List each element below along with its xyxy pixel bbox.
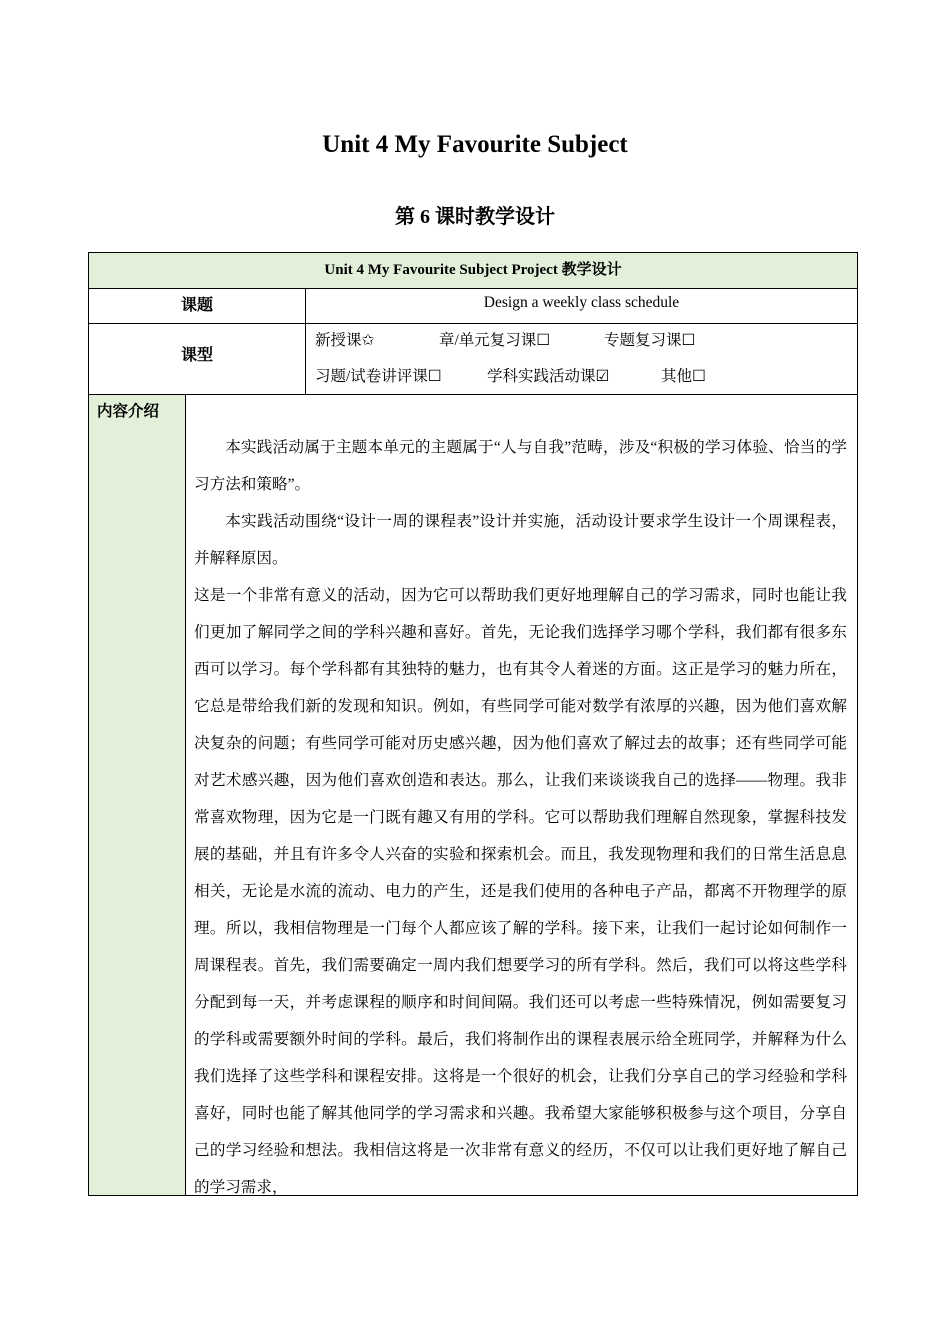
paragraph: 本实践活动围绕“设计一周的课程表”设计并实施，活动设计要求学生设计一个周课程表，并解释原因。: [194, 513, 847, 567]
content-label-cell: [89, 395, 185, 1195]
option-topic-review: 专题复习课☐: [604, 332, 696, 349]
type-label: 课型: [180, 347, 213, 364]
paragraph: 本实践活动属于主题本单元的主题属于“人与自我”范畴，涉及“积极的学习体验、恰当的学习方法和策略”。: [194, 439, 847, 493]
content-body: [194, 429, 847, 1206]
topic-value: Design a weekly class schedule: [483, 294, 680, 311]
paragraph: 这是一个非常有意义的活动，因为它可以帮助我们更好地理解自己的学习需求，同时也能让我们更加了解同学之间的学科兴趣和喜好。首先，无论我们选择学习哪个学科，我们都有很多东西可以学习。每个学科都有其独特的魅力，也有其令人着迷的方面。这正是学习的魅力所在，它总是带给我们新的发现和知识。例如，有些同学可能对数学有浓厚的兴趣，因为他们喜欢解决复杂的问题；有些同学可能对历史感兴趣，因为他们喜欢了解过去的故事；还有些同学可能对艺术感兴趣，因为他们喜欢创造和表达。那么，让我们来谈谈我自己的选择——物理。我非常喜欢物理，因为它是一门既有趣又有用的学科。它可以帮助我们理解自然现象，掌握科技发展的基础，并且有许多令人兴奋的实验和探索机会。而且，我发现物理和我们的日常生活息息相关，无论是水流的流动、电力的产生，还是我们使用的各种电子产品，都离不开物理学的原理。所以，我相信物理是一门每个人都应该了解的学科。接下来，让我们一起讨论如何制作一周课程表。首先，我们需要确定一周内我们想要学习的所有学科。然后，我们可以将这些学科分配到每一天，并考虑课程的顺序和时间间隔。我们还可以考虑一些特殊情况，例如需要复习的学科或需要额外时间的学科。最后，我们将制作出的课程表展示给全班同学，并解释为什么我们选择了这些学科和课程安排。这将是一个很好的机会，让我们分享自己的学习经验和学科喜好，同时也能了解其他同学的学习需求和兴趣。我希望大家能够积极参与这个项目，分享自己的学习经验和想法。我相信这将是一次非常有意义的经历，不仅可以让我们更好地了解自己的学习需求，: [194, 587, 847, 1196]
column-divider: [185, 395, 186, 1195]
lesson-design-table: [88, 252, 858, 1196]
option-practice-activity: 学科实践活动课☑: [487, 368, 610, 385]
option-new-lesson: 新授课✩: [315, 332, 375, 349]
document-title: Unit 4 My Favourite Subject: [322, 131, 628, 158]
table-header: Unit 4 My Favourite Subject Project 教学设计: [89, 253, 857, 288]
option-other: 其他☐: [661, 368, 706, 385]
topic-label: 课题: [180, 297, 213, 314]
content-label: 内容介绍: [97, 403, 160, 420]
option-unit-review: 章/单元复习课☐: [439, 332, 551, 349]
option-exercise-review: 习题/试卷讲评课☐: [315, 368, 442, 385]
document-subtitle: 第 6 课时教学设计: [395, 206, 555, 228]
row-divider: [89, 394, 857, 395]
